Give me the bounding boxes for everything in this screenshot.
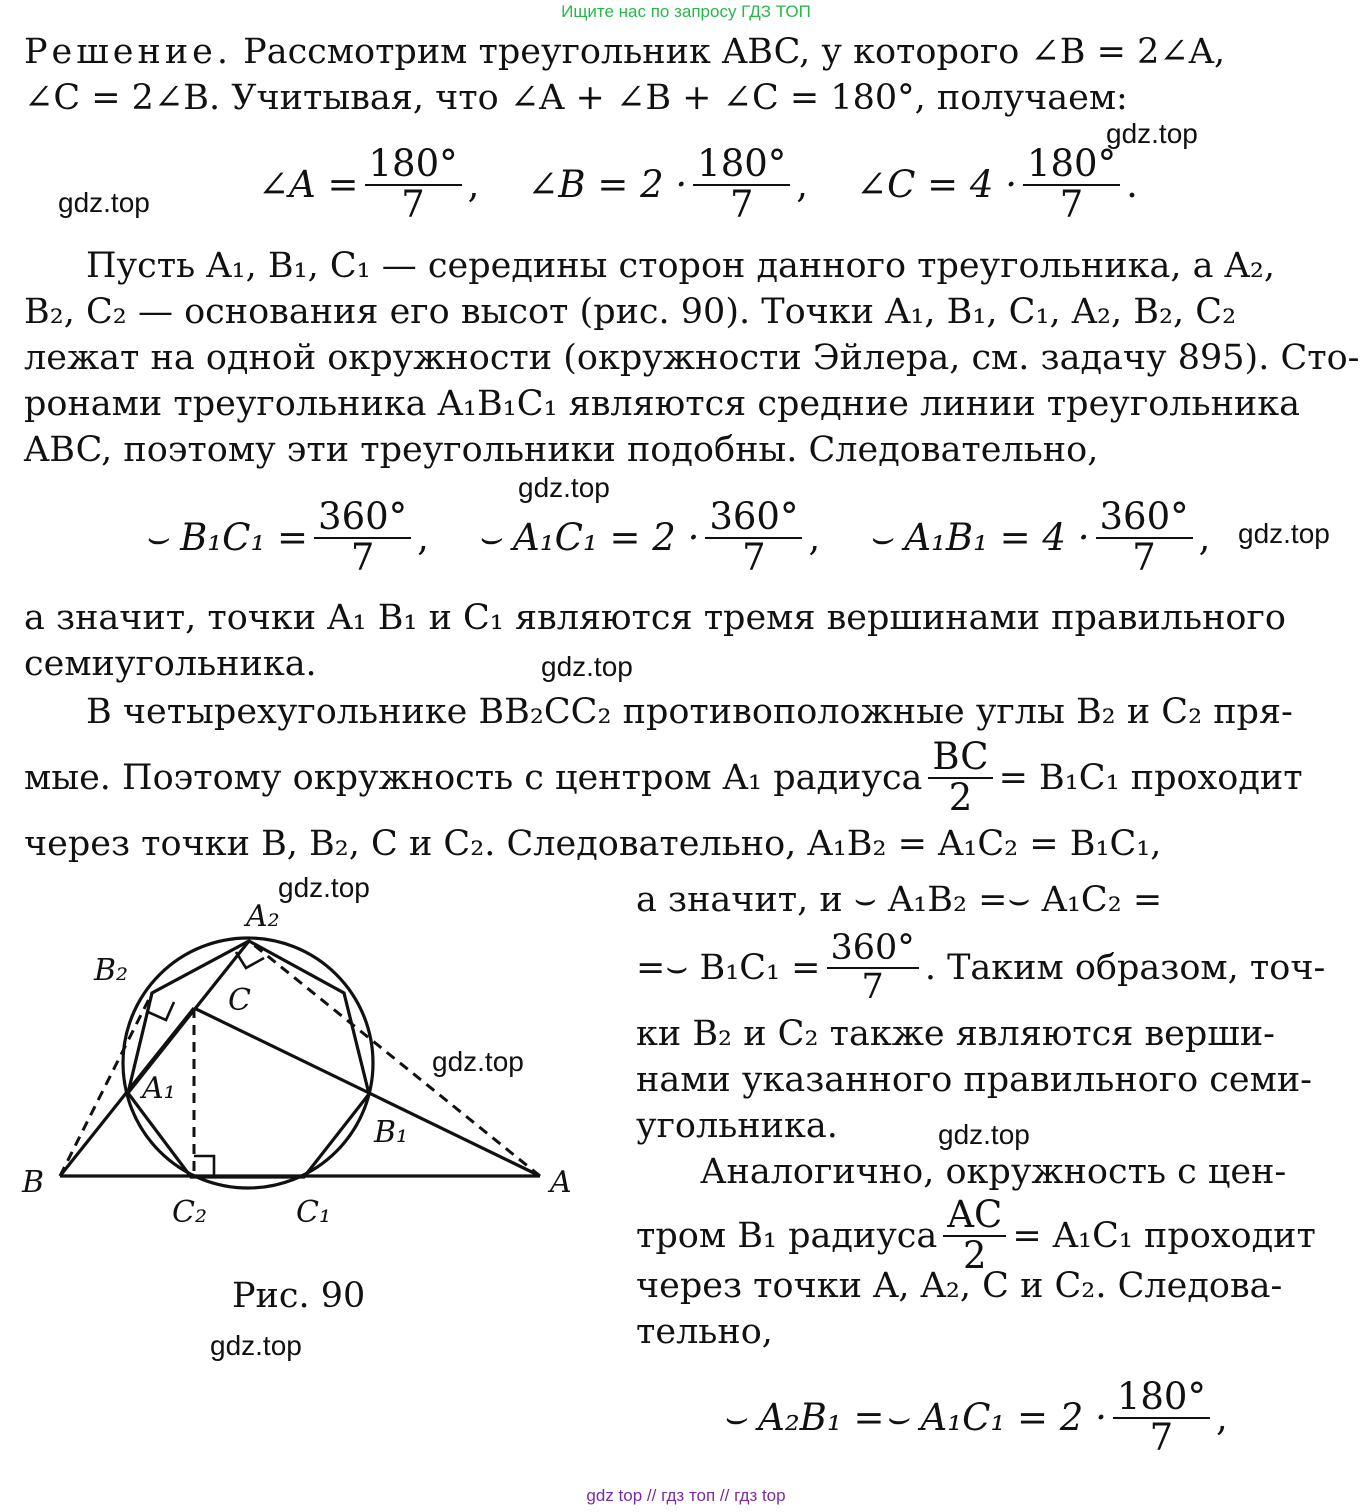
right-line5: угольника.: [636, 1106, 838, 1146]
formula-arc-a2b1: ⌣ A₂B₁ =⌣ A₁C₁ = 2 · $\frac{180^\circ}{7}$ ,: [722, 1375, 1228, 1459]
right-angle-c2: [194, 1156, 214, 1176]
arc-a1c1-expr: ⌣ A₁C₁ = 2 ·: [476, 515, 700, 559]
para2-line2: B₂, C₂ — основания его высот (рис. 90). Точки A₁, B₁, C₁, A₂, B₂, C₂: [24, 292, 1237, 332]
bottom-banner[interactable]: gdz top // гдз топ // гдз top: [586, 1486, 786, 1505]
para2-line3: лежат на одной окружности (окружности Эйлера, см. задачу 895). Сто-: [24, 338, 1360, 378]
fraction-bc-2: $\frac{BC}{2}$: [928, 738, 992, 818]
fraction: $\frac{360^\circ}{7}$: [827, 930, 919, 1006]
para4-line3: через точки B, B₂, C и C₂. Следовательно, A₁B₂ = A₁C₂ = B₁C₁,: [24, 824, 1162, 864]
right-line2: =⌣ B₁C₁ = $\frac{360^\circ}{7}$ . Таким образом, точ-: [636, 928, 1326, 1007]
solution-label: Решение.: [24, 32, 233, 72]
right-line4: нами указанного правильного семи-: [636, 1060, 1312, 1100]
right-line9: тельно,: [636, 1312, 773, 1352]
para4-line2-end: = B₁C₁ проходит: [998, 757, 1303, 798]
fraction: $\frac{360^\circ}{7}$: [1096, 498, 1193, 578]
para1-line1: Рассмотрим треугольник ABC, у которого ∠B = 2∠A,: [243, 32, 1226, 72]
watermark: gdz.top: [58, 187, 150, 218]
watermark: gdz.top: [541, 651, 633, 682]
para3-line1: а значит, точки A₁ B₁ и C₁ являются тремя вершинами правильного: [24, 598, 1286, 638]
watermark: gdz.top: [432, 1046, 524, 1077]
text-line: [24, 32, 1225, 72]
euler-circle: [123, 938, 373, 1188]
watermark: gdz.top: [938, 1119, 1030, 1150]
fraction: $\frac{360^\circ}{7}$: [705, 498, 802, 578]
heptagon: [128, 941, 369, 1177]
fraction: $\frac{180^\circ}{7}$: [1113, 1378, 1210, 1458]
figure-90: [0, 880, 620, 1260]
arc-a1b1-expr: ⌣ A₁B₁ = 4 ·: [868, 515, 1090, 559]
dashed-b-b2: [60, 993, 152, 1176]
fraction: $\frac{180^\circ}{7}$: [693, 145, 790, 225]
label-c: C: [228, 983, 251, 1018]
para4-line2-start: мые. Поэтому окружность с центром A₁ радиуса: [24, 757, 923, 798]
fraction: $\frac{180^\circ}{7}$: [1023, 145, 1120, 225]
arc-b1c1-expr: ⌣ B₁C₁ =: [144, 515, 309, 559]
fraction: $\frac{180^\circ}{7}$: [365, 145, 462, 225]
para3-line2: семиугольника.: [24, 644, 317, 684]
label-b1: B₁: [374, 1115, 409, 1150]
right-angle-b2: [148, 1002, 174, 1020]
para4-line1: В четырехугольнике BB₂CC₂ противоположные углы B₂ и C₂ пря-: [86, 692, 1293, 732]
para1-line2: ∠C = 2∠B. Учитывая, что ∠A + ∠B + ∠C = 180°, получаем:: [24, 78, 1128, 118]
para2-line1: Пусть A₁, B₁, C₁ — середины сторон данного треугольника, а A₂,: [86, 246, 1275, 286]
label-c2: C₂: [172, 1195, 207, 1230]
angle-b-expr: ∠B = 2 ·: [527, 163, 688, 207]
right-line7: тром B₁ радиуса $\frac{AC}{2}$ = A₁C₁ проходит: [636, 1193, 1316, 1277]
right-line1: а значит, и ⌣ A₁B₂ =⌣ A₁C₂ =: [636, 880, 1163, 920]
label-c1: C₁: [296, 1195, 331, 1230]
top-banner[interactable]: Ищите нас по запросу ГДЗ ТОП: [561, 2, 811, 21]
watermark: gdz.top: [1106, 118, 1198, 149]
para2-line5: ABC, поэтому эти треугольники подобны. Следовательно,: [24, 430, 1099, 470]
label-a: A: [550, 1165, 572, 1200]
watermark: gdz.top: [1238, 518, 1330, 549]
para4-line2: [24, 735, 1303, 819]
fraction-ac-2: $\frac{AC}{2}$: [943, 1196, 1006, 1276]
fraction: $\frac{360^\circ}{7}$: [314, 498, 411, 578]
label-b2: B₂: [94, 953, 129, 988]
right-line3: ки B₂ и C₂ также являются верши-: [636, 1014, 1275, 1054]
angle-c-expr: ∠C = 4 ·: [856, 163, 1017, 207]
right-line8: через точки A, A₂, C и C₂. Следова-: [636, 1266, 1283, 1306]
formula-arcs: ⌣ B₁C₁ = $\frac{360^\circ}{7}$ , ⌣ A₁C₁ = 2 · $\frac{360^\circ}{7}$ , ⌣ A₁B₁ = 4 · $\frac{360^\circ}{7}$ ,: [144, 495, 1211, 579]
label-a2: A₂: [246, 899, 280, 934]
figure-caption: Рис. 90: [232, 1276, 366, 1316]
right-line6: Аналогично, окружность с цен-: [700, 1152, 1287, 1192]
watermark: gdz.top: [278, 872, 370, 903]
angle-a-expr: ∠A =: [258, 163, 359, 207]
formula-angles: ∠A = $\frac{180^\circ}{7}$ , ∠B = 2 · $\frac{180^\circ}{7}$ , ∠C = 4 · $\frac{180^\circ}{7}$ .: [258, 142, 1138, 226]
label-a1: A₁: [142, 1071, 176, 1106]
label-b: B: [22, 1165, 45, 1200]
watermark: gdz.top: [518, 472, 610, 503]
para2-line4: ронами треугольника A₁B₁C₁ являются средние линии треугольника: [24, 384, 1300, 424]
watermark: gdz.top: [210, 1330, 302, 1361]
